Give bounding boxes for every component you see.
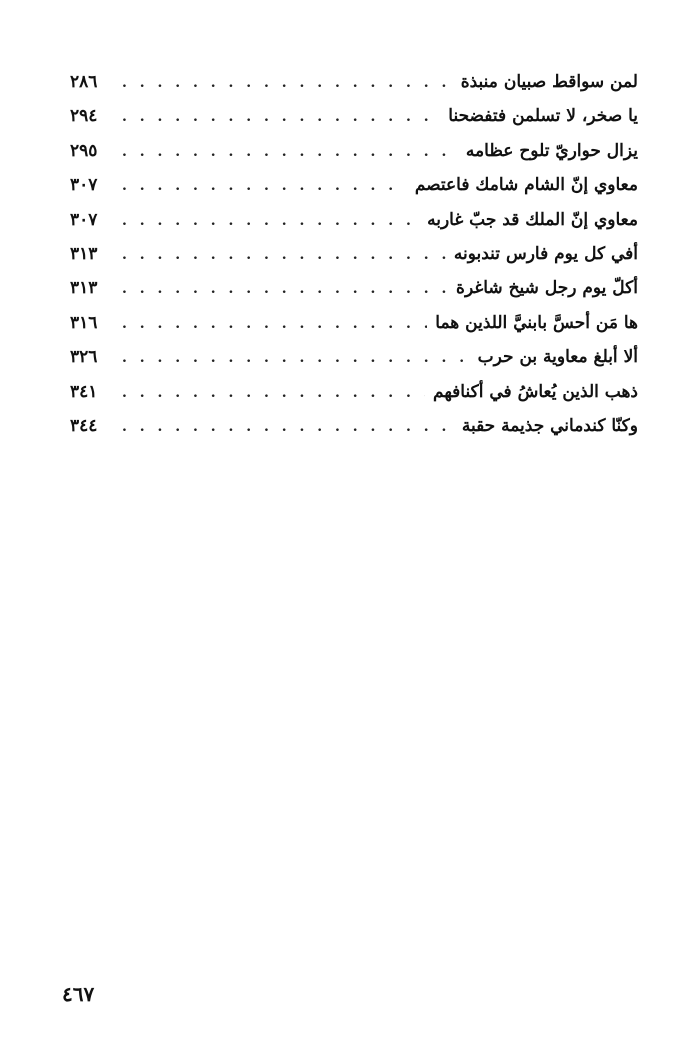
index-entry — [70, 175, 638, 209]
entry-verse-text: لمن سواقط صبيان منبذة — [460, 72, 638, 92]
entry-page-number: ٣١٣ — [70, 243, 98, 264]
dot-leader — [122, 178, 407, 194]
dot-leader — [122, 75, 453, 91]
index-entry — [70, 210, 638, 244]
index-entry — [70, 382, 638, 416]
entry-verse-text: وكنّا كندماني جذيمة حقبة — [461, 415, 638, 436]
entry-verse-text: معاوي إنّ الملك قد جبّ غاربه — [427, 209, 638, 230]
entry-verse-text: يزال حواريّ تلوح عظامه — [465, 140, 638, 161]
verse-index-list — [70, 72, 638, 450]
entry-page-number: ٣٢٦ — [70, 347, 98, 368]
entry-page-number: ٣١٦ — [70, 312, 98, 333]
entry-page-number: ٢٨٦ — [70, 72, 98, 92]
page-number: ٤٦٧ — [62, 982, 95, 1006]
entry-page-number: ٢٩٥ — [70, 140, 98, 161]
index-entry — [70, 278, 638, 312]
entry-page-number: ٣٤١ — [70, 381, 98, 402]
entry-verse-text: ألا أبلغ معاوية بن حرب — [477, 347, 638, 368]
entry-page-number: ٣٠٧ — [70, 209, 98, 230]
dot-leader — [122, 213, 419, 229]
index-entry — [70, 106, 638, 140]
index-entry — [70, 244, 638, 278]
entry-page-number: ٣٠٧ — [70, 175, 98, 196]
entry-verse-text: يا صخر، لا تسلمن فتفضحنا — [448, 106, 638, 127]
dot-leader — [122, 316, 427, 332]
entry-verse-text: ها مَن أحسَّ بابنيَّ اللذين هما — [435, 312, 638, 333]
entry-page-number: ٣٤٤ — [70, 415, 98, 436]
entry-page-number: ٢٩٤ — [70, 106, 98, 127]
entry-verse-text: ذهب الذين يُعاشُ في أكنافهم — [433, 381, 638, 402]
index-entry — [70, 313, 638, 347]
entry-verse-text: أكلّ يوم رجل شيخ شاغرة — [456, 278, 638, 299]
dot-leader — [122, 281, 448, 297]
index-entry — [70, 416, 638, 450]
dot-leader — [122, 419, 454, 435]
entry-verse-text: أفي كل يوم فارس تندبونه — [453, 243, 638, 264]
dot-leader — [122, 385, 425, 401]
dot-leader — [122, 109, 440, 125]
entry-page-number: ٣١٣ — [70, 278, 98, 299]
index-entry — [70, 72, 638, 106]
dot-leader — [122, 350, 470, 366]
index-entry — [70, 347, 638, 381]
dot-leader — [122, 144, 458, 160]
entry-verse-text: معاوي إنّ الشام شامك فاعتصم — [414, 175, 638, 196]
dot-leader — [122, 247, 446, 263]
index-entry — [70, 141, 638, 175]
